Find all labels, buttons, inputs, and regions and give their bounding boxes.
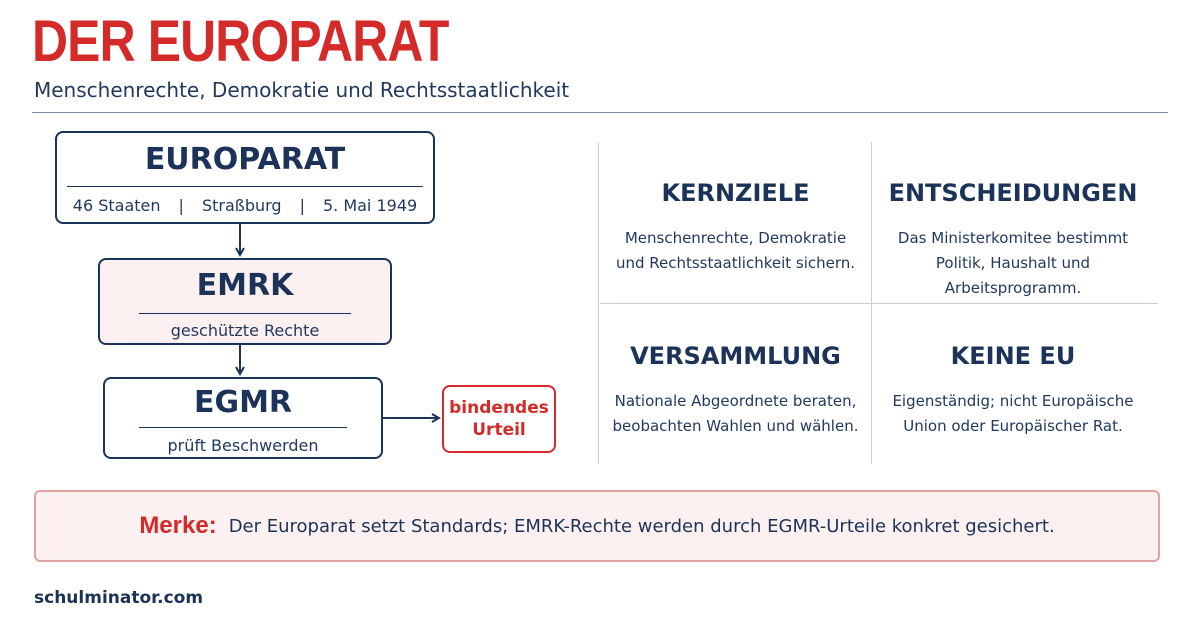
card-keine-eu-title: KEINE EU (950, 342, 1076, 370)
europarat-divider (67, 186, 423, 187)
card-kernziele-line2: und Rechtsstaatlichkeit sichern. (615, 254, 856, 272)
fact-seat: Straßburg (201, 196, 282, 215)
card-entscheidungen-line1: Das Ministerkomitee bestimmt (897, 229, 1129, 247)
emrk-divider (139, 313, 351, 314)
fact-founded: 5. Mai 1949 (322, 196, 418, 215)
card-kernziele (600, 178, 871, 276)
merke-label: Merke: (139, 512, 217, 539)
card-entscheidungen-title: ENTSCHEIDUNGEN (888, 179, 1138, 207)
emrk-subtitle: geschützte Rechte (170, 321, 320, 340)
binding-judgment-line2: Urteil (472, 420, 526, 440)
card-versammlung-text (600, 389, 871, 439)
card-keine-eu-line1: Eigenständig; nicht Europäische (892, 392, 1134, 410)
card-keine-eu-text (872, 389, 1154, 439)
grid-divider-horizontal (600, 303, 1158, 304)
header-divider (32, 112, 1168, 113)
merke-box (34, 490, 1160, 562)
merke-text: Der Europarat setzt Standards; EMRK-Rechte werden durch EGMR-Urteile konkret gesichert. (228, 515, 1055, 537)
card-versammlung (600, 341, 871, 439)
grid-divider-left (598, 142, 599, 464)
europarat-title: EUROPARAT (144, 142, 346, 177)
egmr-subtitle: prüft Beschwerden (167, 436, 319, 455)
footer-site: schulminator.com (34, 588, 204, 608)
fact-separator: | (299, 196, 305, 215)
emrk-title: EMRK (196, 268, 294, 303)
card-kernziele-line1: Menschenrechte, Demokratie (624, 229, 847, 247)
fact-separator: | (178, 196, 184, 215)
egmr-title: EGMR (193, 385, 293, 420)
card-keine-eu-line2: Union oder Europäischer Rat. (903, 417, 1123, 435)
europarat-box (55, 131, 435, 224)
europarat-facts (57, 196, 433, 215)
card-keine-eu (872, 341, 1154, 439)
card-kernziele-text (600, 226, 871, 276)
emrk-box (98, 258, 392, 345)
egmr-divider (139, 427, 347, 428)
card-entscheidungen-line2: Politik, Haushalt und Arbeitsprogramm. (935, 254, 1091, 297)
card-entscheidungen-text (872, 226, 1154, 301)
card-entscheidungen (872, 178, 1154, 301)
egmr-box (103, 377, 383, 459)
card-kernziele-title: KERNZIELE (661, 179, 810, 207)
card-versammlung-line2: beobachten Wahlen und wählen. (612, 417, 859, 435)
binding-judgment-line1: bindendes (449, 398, 549, 418)
page-subtitle: Menschenrechte, Demokratie und Rechtsstaatlichkeit (34, 78, 570, 102)
page-title: DER EUROPARAT (32, 9, 449, 74)
card-versammlung-title: VERSAMMLUNG (630, 342, 841, 370)
card-versammlung-line1: Nationale Abgeordnete beraten, (614, 392, 857, 410)
fact-states: 46 Staaten (72, 196, 161, 215)
binding-judgment-box (442, 385, 556, 453)
